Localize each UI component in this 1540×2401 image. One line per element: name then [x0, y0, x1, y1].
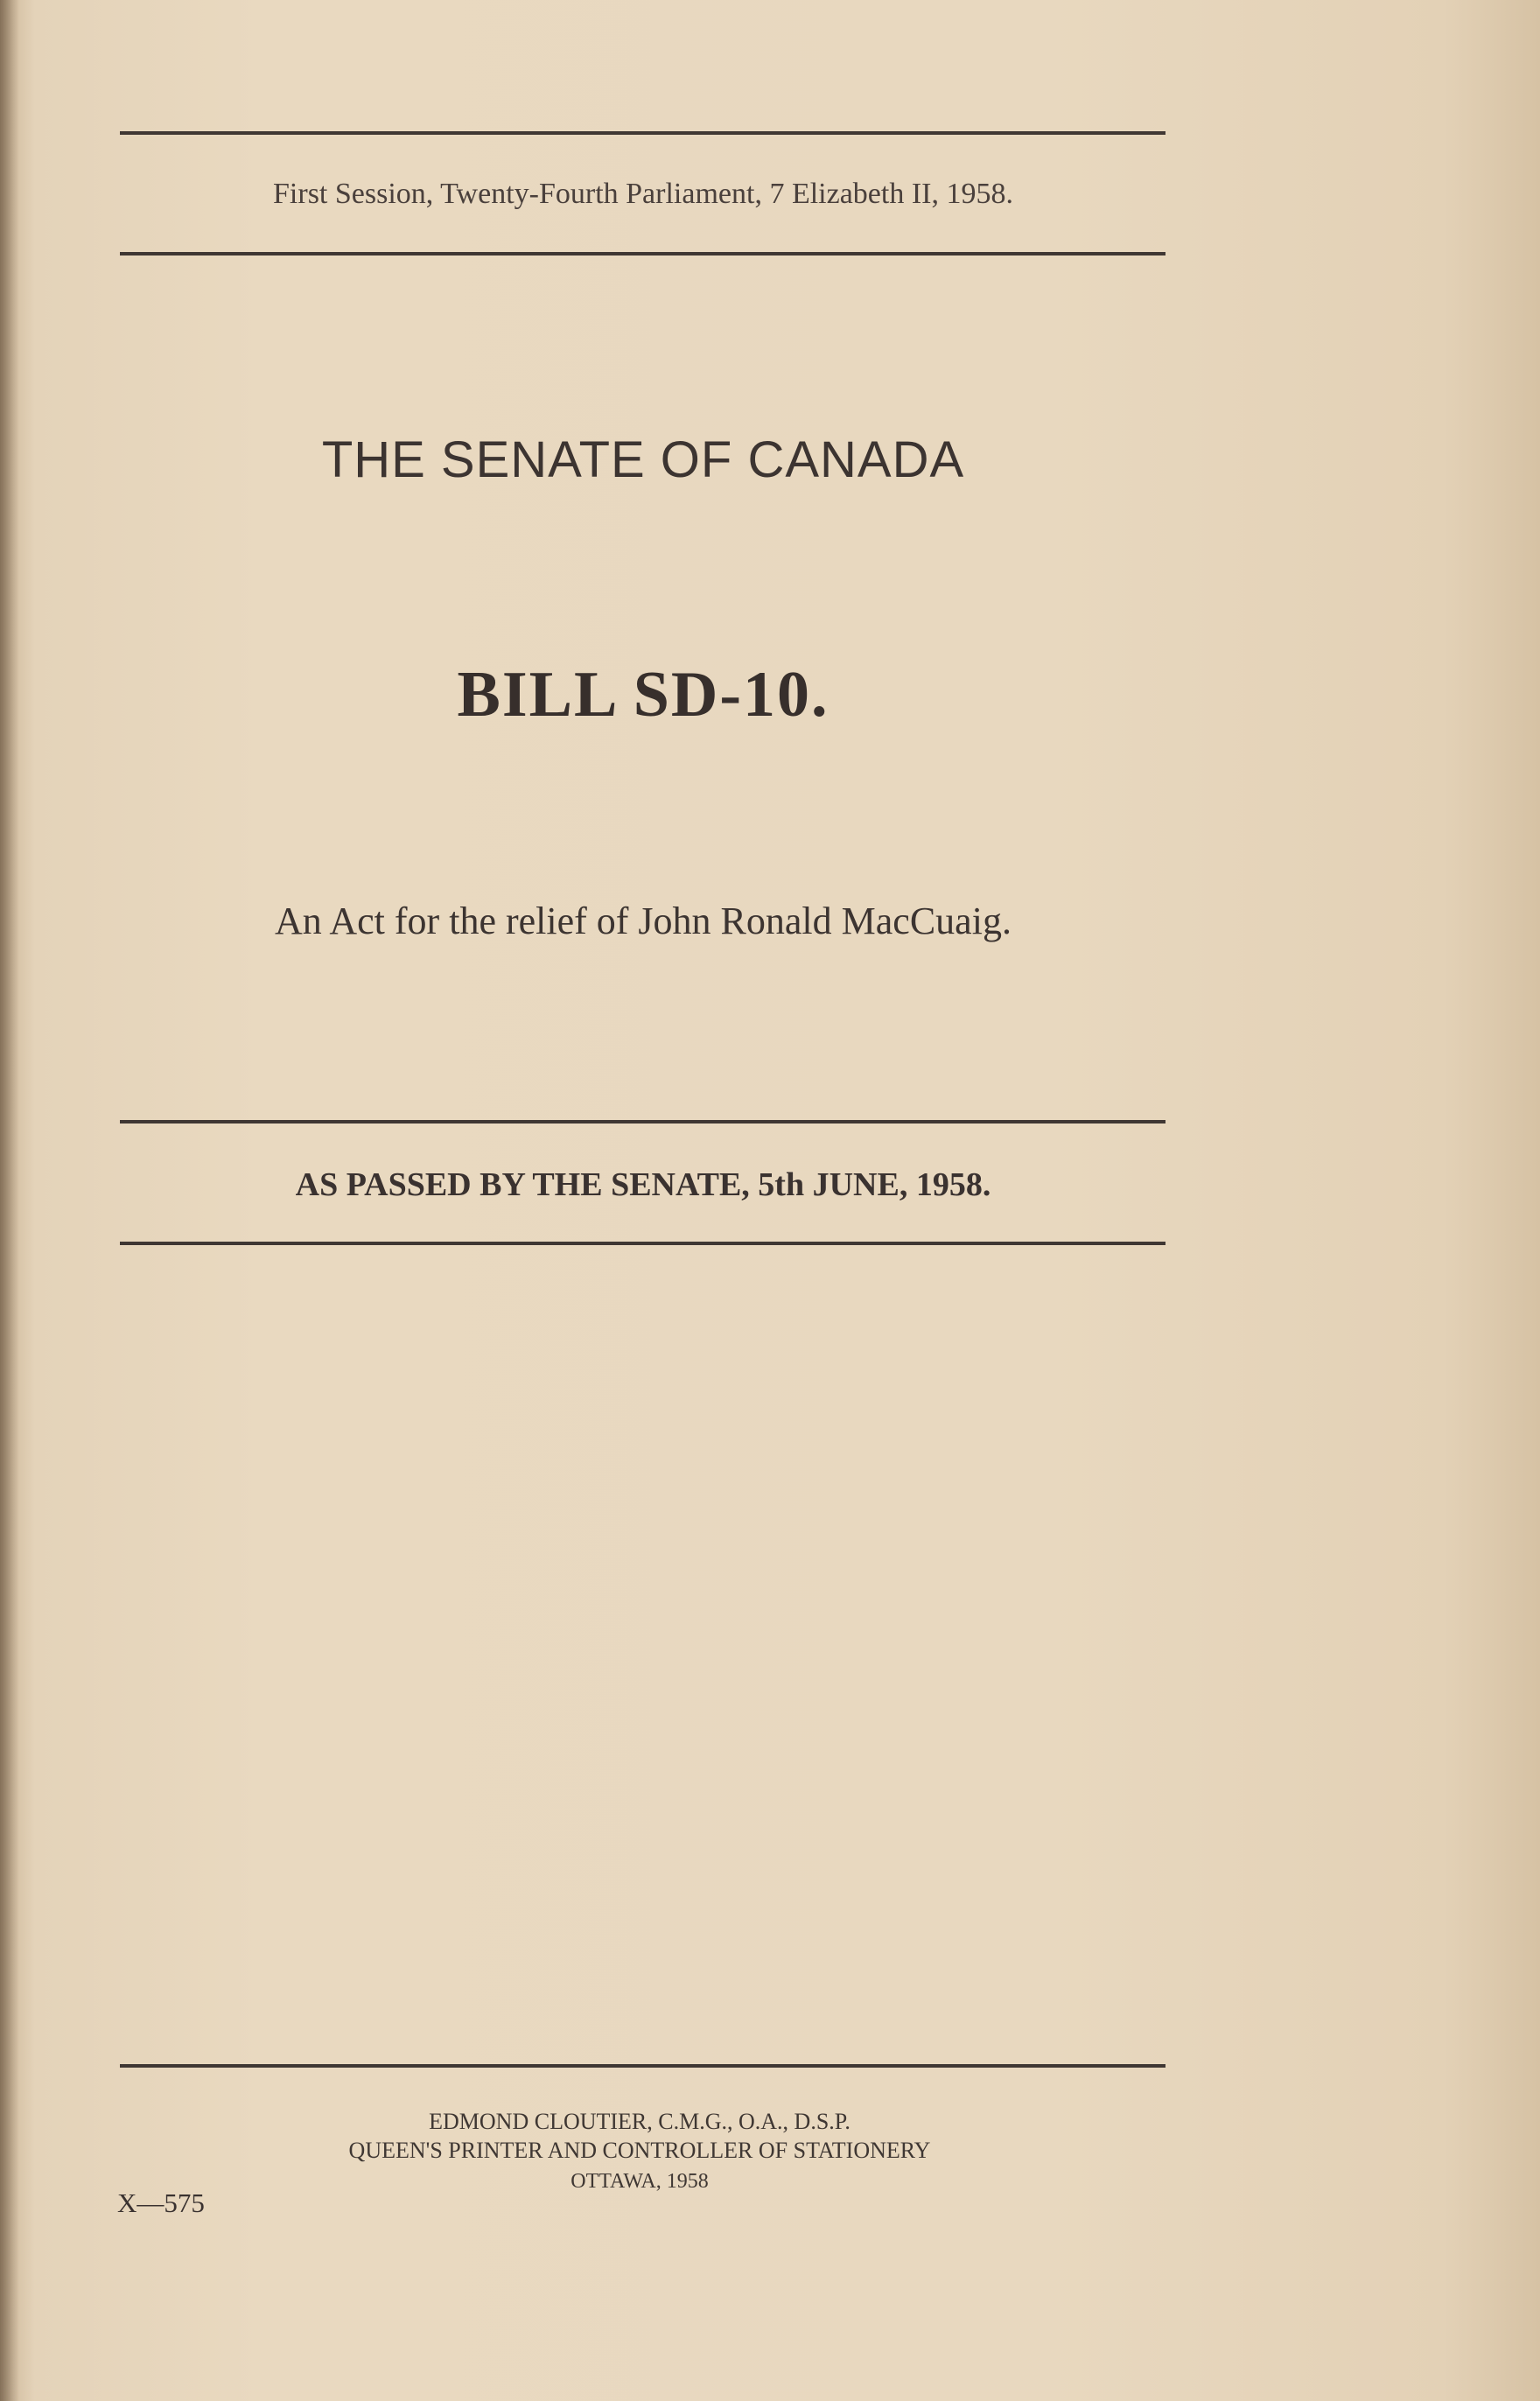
printer-place-year: OTTAWA, 1958: [570, 2170, 709, 2193]
act-title: An Act for the relief of John Ronald MacCuaig.: [275, 900, 1012, 942]
printer-title: QUEEN'S PRINTER AND CONTROLLER OF STATIONERY: [348, 2138, 931, 2163]
printer-name: EDMOND CLOUTIER, C.M.G., O.A., D.S.P.: [429, 2109, 850, 2134]
footer-rule: [120, 2064, 1166, 2068]
document-code: X—575: [117, 2188, 205, 2218]
passed-status: AS PASSED BY THE SENATE, 5th JUNE, 1958.: [295, 1166, 991, 1203]
session-bottom-rule: [120, 252, 1166, 256]
passed-bottom-rule: [120, 1242, 1166, 1245]
session-line: First Session, Twenty-Fourth Parliament, 7 Elizabeth II, 1958.: [273, 178, 1013, 210]
senate-heading: THE SENATE OF CANADA: [321, 431, 965, 488]
passed-top-rule: [120, 1120, 1166, 1124]
bill-number: BILL SD-10.: [457, 659, 830, 731]
top-rule: [120, 131, 1166, 135]
